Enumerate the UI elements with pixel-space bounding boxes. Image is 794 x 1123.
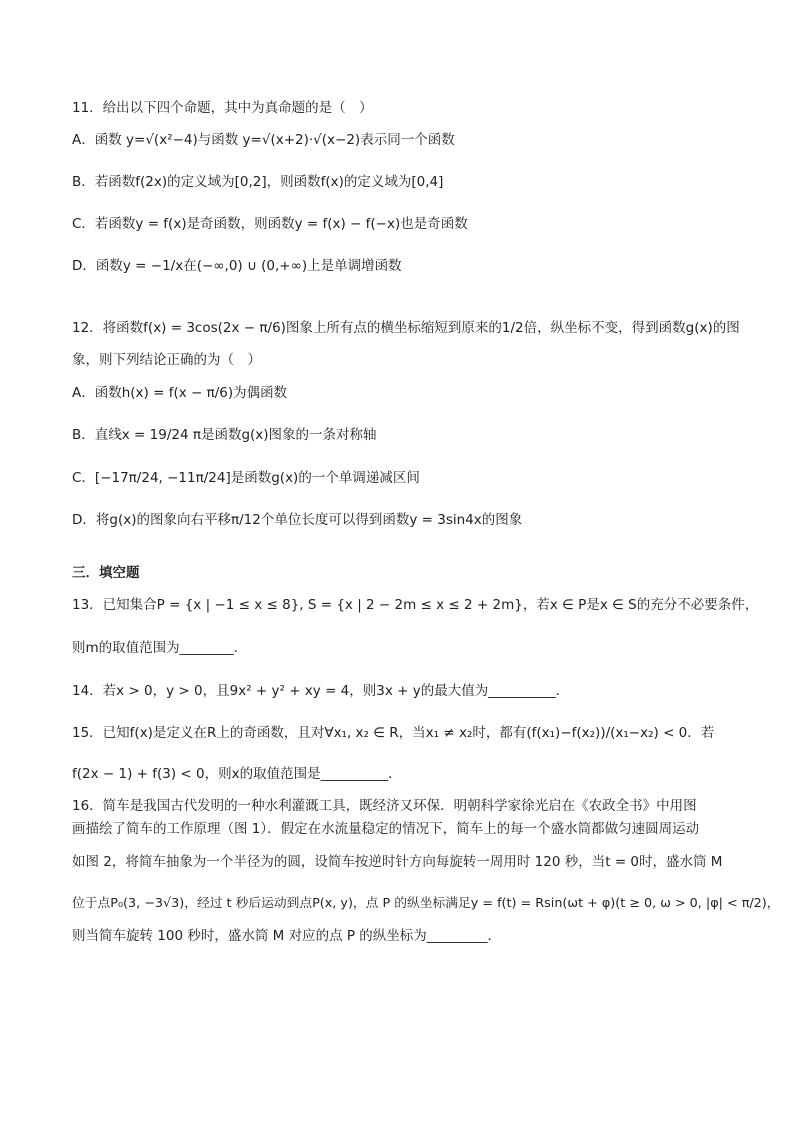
q11-option-d: D．函数y = −1/x在(−∞,0) ∪ (0,+∞)上是单调增函数 <box>72 258 402 274</box>
q16-line1: 16．简车是我国古代发明的一种水利灌溉工具，既经济又环保．明朝科学家徐光启在《农政全书》中用图 <box>72 798 697 814</box>
q15-line2: f(2x − 1) + f(3) < 0，则x的取值范围是__________． <box>72 766 402 782</box>
q12-option-a: A．函数h(x) = f(x − π/6)为偶函数 <box>72 385 288 401</box>
q16-line3: 如图 2，将简车抽象为一个半径为的圆，设简车按逆时针方向每旋转一周用时 120 秒，当t = 0时，盛水筒 M <box>72 854 723 870</box>
q11-option-b: B．若函数f(2x)的定义域为[0,2]，则函数f(x)的定义域为[0,4] <box>72 174 444 190</box>
q16-line4: 位于点P₀(3, −3√3)，经过 t 秒后运动到点P(x, y)，点 P 的纵坐标满足y = f(t) = Rsin(ωt + φ)(t ≥ 0, ω > 0, |φ| < π/2)， <box>72 896 780 911</box>
q16-line2: 画描绘了简车的工作原理（图 1）．假定在水流量稳定的情况下，简车上的每一个盛水筒都做匀速圆周运动 <box>72 821 700 837</box>
q13-line1: 13．已知集合P = {x | −1 ≤ x ≤ 8}, S = {x | 2 − 2m ≤ x ≤ 2 + 2m}，若x ∈ P是x ∈ S的充分不必要条件， <box>72 597 759 613</box>
q11-option-c: C．若函数y = f(x)是奇函数，则函数y = f(x) − f(−x)也是奇函数 <box>72 216 468 232</box>
q11-option-a: A．函数 y=√(x²−4)与函数 y=√(x+2)·√(x−2)表示同一个函数 <box>72 132 455 148</box>
section-heading-fill-blank: 三．填空题 <box>72 565 140 581</box>
q12-stem-line2: 象，则下列结论正确的为（ ） <box>72 352 261 368</box>
q13-line2: 则m的取值范围为________. <box>72 640 238 656</box>
q15-line1: 15．已知f(x)是定义在R上的奇函数，且对∀x₁, x₂ ∈ R，当x₁ ≠ x₂时，都有(f(x₁)−f(x₂))/(x₁−x₂) < 0．若 <box>72 725 715 741</box>
q12-option-d: D．将g(x)的图象向右平移π/12个单位长度可以得到函数y = 3sin4x的图象 <box>72 512 523 528</box>
q14-text: 14．若x > 0，y > 0，且9x² + y² + xy = 4，则3x + y的最大值为__________． <box>72 683 570 699</box>
q16-line5: 则当简车旋转 100 秒时，盛水筒 M 对应的点 P 的纵坐标为_________． <box>72 928 502 944</box>
q12-stem-line1: 12．将函数f(x) = 3cos(2x − π/6)图象上所有点的横坐标缩短到原来的1/2倍，纵坐标不变，得到函数g(x)的图 <box>72 320 740 336</box>
q12-option-b: B．直线x = 19/24 π是函数g(x)图象的一条对称轴 <box>72 427 377 443</box>
q12-option-c: C．[−17π/24, −11π/24]是函数g(x)的一个单调递减区间 <box>72 470 420 486</box>
q11-stem: 11．给出以下四个命题，其中为真命题的是（ ） <box>72 100 373 116</box>
